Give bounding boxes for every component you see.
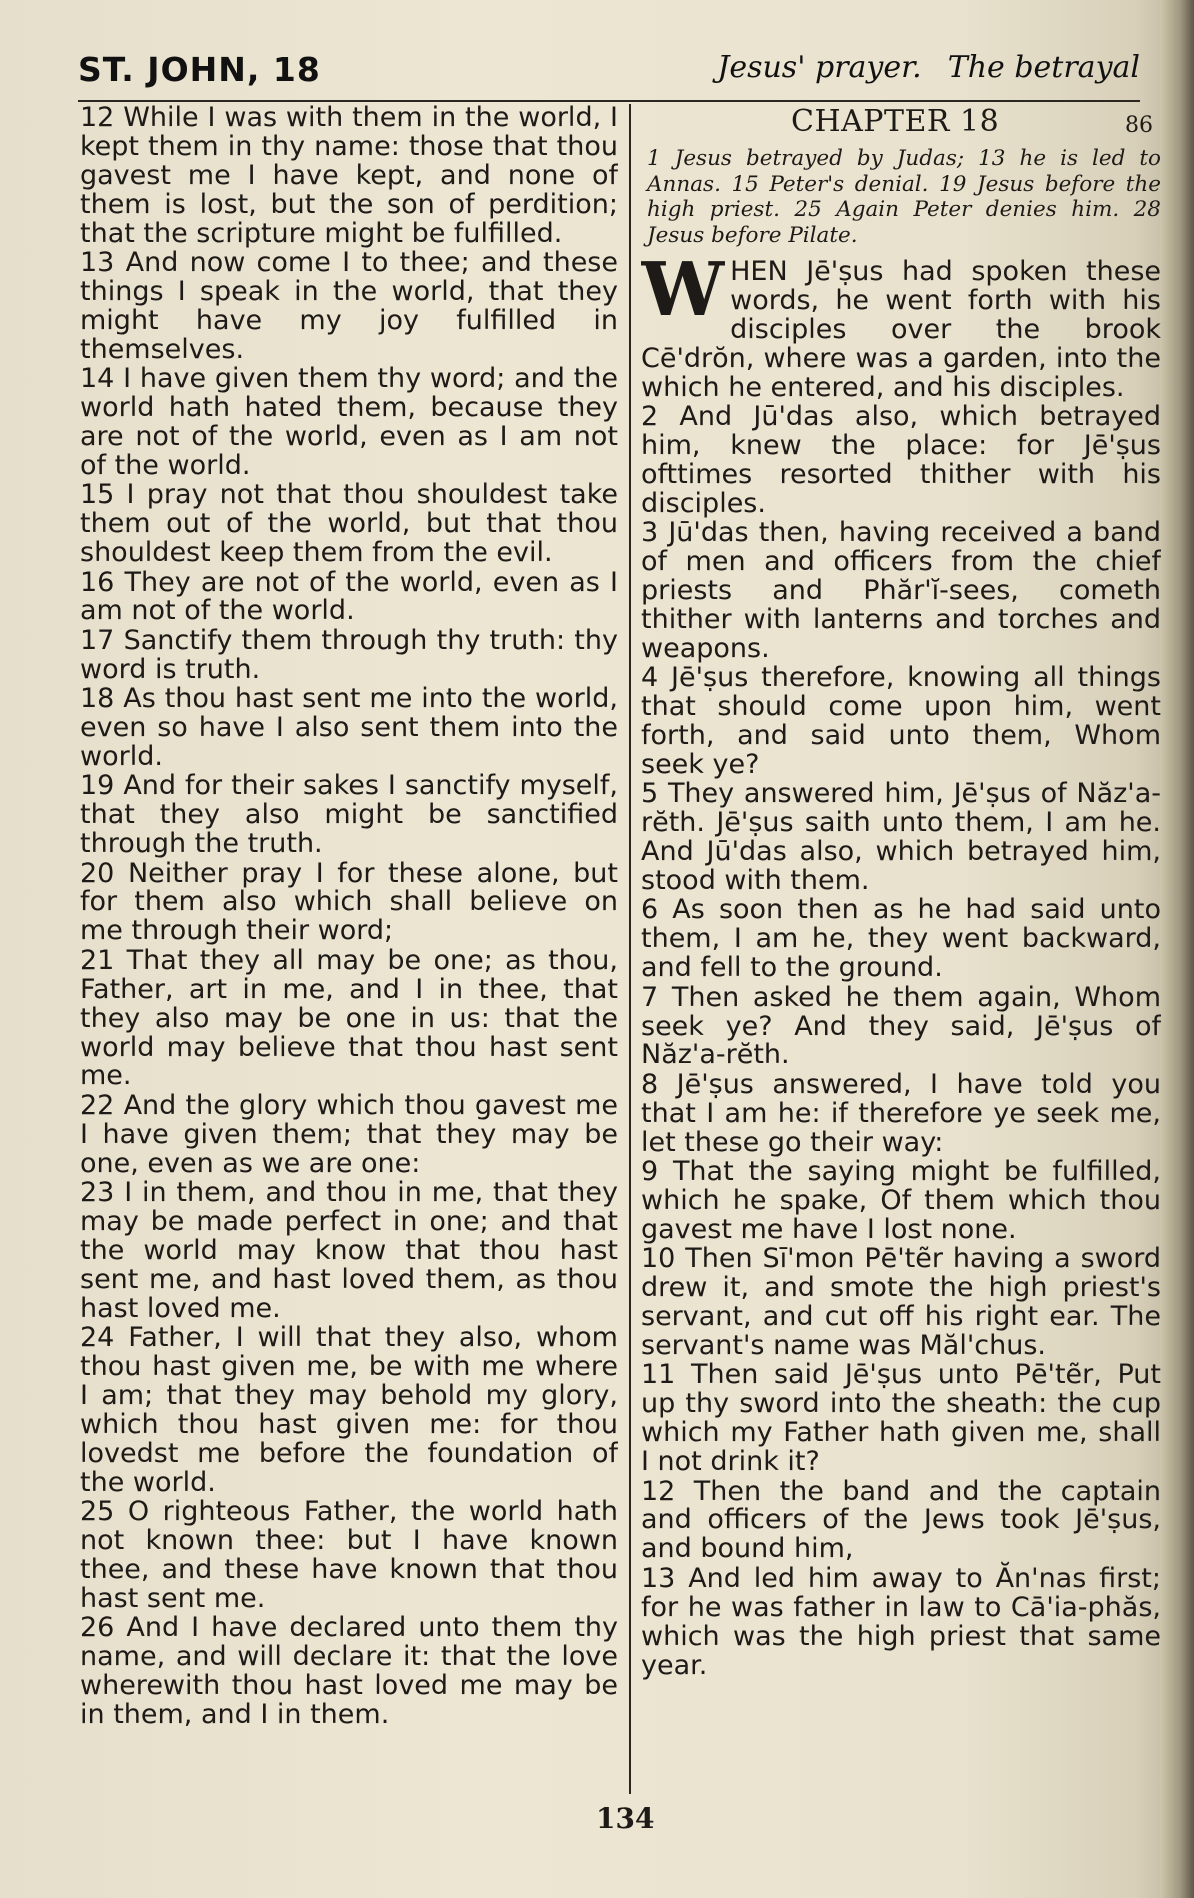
page-edge [1160,0,1194,1898]
verse-17-18: 18 As thou hast sent me into the world, even so have I also sent them into the world. [80,683,618,772]
drop-cap: W [641,247,725,333]
chapter-title: CHAPTER 18 [791,104,1000,139]
verse-17-14: 14 I have given them thy word; and the world hath hated them, because they are not of the world, even as I am not of the world. [80,363,618,481]
header-rule [78,100,1140,102]
chapter-summary: 1 Jesus betrayed by Judas; 13 he is led to Annas. 15 Peter's denial. 19 Jesus before the high priest. 25 Again Peter denies him. 28 Jesus before Pilate. [647,146,1161,248]
column-divider [629,104,631,1794]
verse-18-10: 10 Then Sī'mon Pē'tẽr having a sword drew it, and smote the high priest's servant, and cut off his right ear. The servant's name was Măl'chus. [641,1243,1161,1362]
verse-17-21: 21 That they all may be one; as thou, Father, art in me, and I in thee, that they also may be one in us: that the world may believe that thou hast sent me. [80,944,618,1092]
verse-17-12: 12 While I was with them in the world, I kept them in thy name: those that thou gavest me I have kept, and none of them is lost, but the son of perdition; that the scripture might be fulfilled. [80,104,618,249]
verse-17-24: 24 Father, I will that they also, whom thou hast given me, be with me where I am; that they may behold my glory, which thou hast given me: for thou lovedst me before the foundation of the world. [80,1322,618,1498]
page-number: 134 [596,1802,655,1835]
verse-17-13: 13 And now come I to thee; and these things I speak in the world, that they might have my joy fulfilled in themselves. [80,247,618,365]
verse-18-11: 11 Then said Jē'ṣus unto Pē'tẽr, Put up thy sword into the sheath: the cup which my Father hath given me, shall I not drink it? [641,1359,1161,1478]
page-header [78,44,1140,96]
verse-18-9: 9 That the saying might be fulfilled, which he spake, Of them which thou gavest me have I lost none. [641,1156,1161,1245]
chapter-number: 86 [1125,113,1153,138]
verse-18-1 [641,247,1161,403]
verse-17-26: 26 And I have declared unto them thy name, and will declare it: that the love wherewith thou hast loved me may be in them, and I in them. [80,1612,618,1730]
verse-18-8: 8 Jē'ṣus answered, I have told you that I am he: if therefore ye seek me, let these go their way: [641,1068,1161,1158]
page-topic-heading [691,50,1140,85]
verse-18-5: 5 They answered him, Jē'ṣus of Năz'a-rĕth. Jē'ṣus saith unto them, I am he. And Jū'das also, which betrayed him, stood with them. [641,778,1161,897]
verse-18-12: 12 Then the band and the captain and officers of the Jews took Jē'ṣus, and bound him, [641,1475,1161,1565]
verse-17-19: 19 And for their sakes I sanctify myself, that they also might be sanctified through the truth. [80,770,618,860]
verse-17-16: 16 They are not of the world, even as I am not of the world. [80,566,618,627]
right-column [641,104,1161,1794]
verse-17-25: 25 O righteous Father, the world hath not known thee: but I have known thee, and these have known that thou hast sent me. [80,1496,618,1614]
verse-18-3: 3 Jū'das then, having received a band of men and officers from the chief priests and Phăr'ĭ-sees, cometh thither with lanterns and torches and weapons. [641,517,1161,664]
verse-17-22: 22 And the glory which thou gavest me I have given them; that they may be one, even as we are one: [80,1089,618,1179]
chapter-heading [641,106,1161,146]
verse-18-1-text: HEN Jē'ṣus had spoken these words, he went forth with his disciples over the brook Cē'drŏn, where was a garden, into the which he entered, and his disciples. [641,256,1161,403]
verse-18-4: 4 Jē'ṣus therefore, knowing all things that should come upon him, went forth, and said unto them, Whom seek ye? [641,662,1161,780]
verse-18-2: 2 And Jū'das also, which betrayed him, knew the place: for Jē'ṣus ofttimes resorted thither with his disciples. [641,401,1161,519]
verse-18-7: 7 Then asked he them again, Whom seek ye? And they said, Jē'ṣus of Năz'a-rĕth. [641,981,1161,1071]
topic-prayer: Jesus' prayer. [717,50,922,85]
book-chapter-heading: ST. JOHN, 18 [78,50,321,89]
topic-betrayal: The betrayal [947,50,1140,85]
verse-18-13: 13 And led him away to Ăn'nas first; for he was father in law to Cā'ia-phăs, which was the high priest that same year. [641,1562,1161,1681]
verse-17-17: 17 Sanctify them through thy truth: thy word is truth. [80,624,618,685]
verse-18-6: 6 As soon then as he had said unto them, I am he, they went backward, and fell to the ground. [641,894,1161,984]
verse-17-20: 20 Neither pray I for these alone, but for them also which shall believe on me through their word; [80,857,618,947]
verse-17-15: 15 I pray not that thou shouldest take them out of the world, but that thou shouldest keep them from the evil. [80,479,618,569]
verse-17-23: 23 I in them, and thou in me, that they may be made perfect in one; and that the world may know that thou hast sent me, and hast loved them, as thou hast loved me. [80,1177,618,1324]
left-column [80,104,618,1794]
